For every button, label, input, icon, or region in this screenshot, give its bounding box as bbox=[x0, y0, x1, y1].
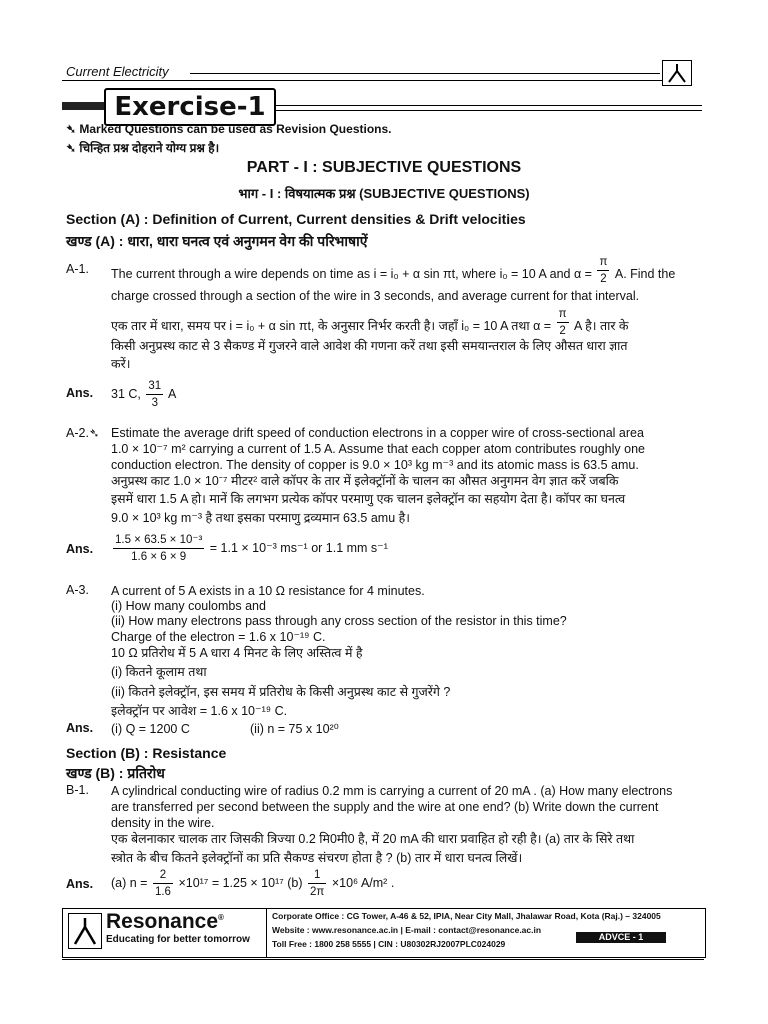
question-a3-line2: (i) How many coulombs and bbox=[111, 599, 266, 613]
section-a-title: Section (A) : Definition of Current, Current densities & Drift velocities bbox=[66, 211, 526, 227]
brand-tagline: Educating for better tomorrow bbox=[106, 934, 250, 945]
question-a1-hi-line1: एक तार में धारा, समय पर i = i₀ + α sin πt, के अनुसार निर्भर करती है। जहाँ i₀ = 10 A तथा α = $\frac{\pi}{2}$ A है। तार के bbox=[111, 308, 629, 337]
revision-note: ➴ Marked Questions can be used as Revision Questions. bbox=[66, 122, 392, 136]
answer-a1: 31 C, $\frac{31}{3}$ A bbox=[111, 380, 177, 409]
footer-office: Corporate Office : CG Tower, A-46 & 52, IPIA, Near City Mall, Jhalawar Road, Kota (Raj.) – 324005 bbox=[272, 911, 661, 921]
question-a3-hi-line1: 10 Ω प्रतिरोध में 5 A धारा 4 मिनट के लिए अस्तित्व में है bbox=[111, 646, 363, 660]
answer-label: Ans. bbox=[66, 721, 94, 735]
question-a2-hi-line2: इसमें धारा 1.5 A हो। मानें कि लगभग प्रत्येक कॉपर परमाणु एक चालन इलेक्ट्रॉन का सहयोग देता है। कॉपर का घनत्व bbox=[111, 492, 626, 506]
resonance-logo-icon bbox=[68, 913, 102, 949]
marker-icon: ➴ bbox=[88, 426, 100, 440]
exercise-rule-2 bbox=[272, 110, 702, 111]
header-rule bbox=[190, 73, 660, 74]
chapter-title: Current Electricity bbox=[66, 64, 169, 79]
question-b1-hi-line2: स्त्रोत के बीच कितने इलेक्ट्रॉनों का प्रति सैकण्ड संचरण होता है ? (b) तार में धारा घनत्व लिखें। bbox=[111, 851, 523, 865]
question-a1-line2: charge crossed through a section of the wire in 3 seconds, and average current for that interval. bbox=[111, 289, 640, 303]
question-a3-hi-line4: इलेक्ट्रॉन पर आवेश = 1.6 x 10⁻¹⁹ C. bbox=[111, 704, 288, 718]
answer-label: Ans. bbox=[66, 877, 94, 891]
exercise-title: Exercise-1 bbox=[104, 88, 276, 126]
registered-mark: ® bbox=[218, 913, 224, 922]
header-rule-lower bbox=[62, 80, 662, 81]
question-a1-hi-line3: करें। bbox=[111, 357, 131, 371]
question-a1-line1: The current through a wire depends on time as i = i₀ + α sin πt, where i₀ = 10 A and α = $\frac{\pi}{2}$ A. Find the bbox=[111, 256, 676, 285]
fraction: $\frac{\text{1.5 × 63.5 × 10⁻³}}{1.6 \times 6 \times 9}$ bbox=[115, 534, 203, 563]
question-b1-hi-line1: एक बेलनाकार चालक तार जिसकी त्रिज्या 0.2 मि0मी0 है, में 20 mA की धारा प्रवाहित हो रही है। (a) तार के सिरे तथा bbox=[111, 832, 635, 846]
fraction: $\frac{1}{2\pi}$ bbox=[310, 869, 325, 898]
answer-a3-part2: (ii) n = 75 x 10²⁰ bbox=[250, 722, 339, 736]
question-a2-hi-line3: 9.0 × 10³ kg m⁻³ है तथा इसका परमाणु द्रव्यमान 63.5 amu है। bbox=[111, 511, 411, 525]
fraction: $\frac{\pi}{2}$ bbox=[558, 308, 567, 337]
part-title-hi: भाग - I : विषयात्मक प्रश्न (SUBJECTIVE QUESTIONS) bbox=[238, 186, 530, 201]
question-number: A-2.➴ bbox=[66, 426, 100, 440]
question-a1-hi-line2: किसी अनुप्रस्थ काट से 3 सैकण्ड में गुजरने वाले आवेश की गणना करें तथा इसी समयान्तराल के लिए औसत धारा ज्ञात bbox=[111, 339, 628, 353]
question-a2-line2: 1.0 × 10⁻⁷ m² carrying a current of 1.5 A. Assume that each copper atom contributes roughly one bbox=[111, 442, 645, 456]
answer-b1: (a) n = $\frac{2}{1.6}$ ×10¹⁷ = 1.25 × 10¹⁷ (b) $\frac{1}{2\pi}$ ×10⁶ A/m² . bbox=[111, 869, 395, 898]
question-b1-line3: density in the wire. bbox=[111, 816, 215, 830]
answer-label: Ans. bbox=[66, 542, 94, 556]
question-a2-line3: conduction electron. The density of copper is 9.0 × 10³ kg m⁻³ and its atomic mass is 63.5 amu. bbox=[111, 458, 639, 472]
question-a3-line4: Charge of the electron = 1.6 x 10⁻¹⁹ C. bbox=[111, 630, 326, 644]
answer-a2: $\frac{\text{1.5 × 63.5 × 10⁻³}}{1.6 \times 6 \times 9}$ = 1.1 × 10⁻³ ms⁻¹ or 1.1 mm s⁻¹ bbox=[115, 534, 388, 563]
footer-divider bbox=[266, 908, 267, 958]
fraction: $\frac{31}{3}$ bbox=[148, 380, 162, 409]
question-a3-line1: A current of 5 A exists in a 10 Ω resistance for 4 minutes. bbox=[111, 584, 425, 598]
footer-website[interactable]: Website : www.resonance.ac.in | E-mail : contact@resonance.ac.in bbox=[272, 925, 542, 935]
fraction: $\frac{2}{1.6}$ bbox=[154, 869, 171, 898]
question-a2-line1: Estimate the average drift speed of conduction electrons in a copper wire of cross-sectional area bbox=[111, 426, 644, 440]
question-a3-line3: (ii) How many electrons pass through any cross section of the resistor in this time? bbox=[111, 614, 567, 628]
exercise-rule bbox=[272, 105, 702, 106]
marker-icon: ➴ bbox=[66, 122, 80, 136]
footer-bottom-rule bbox=[62, 959, 704, 960]
section-a-title-hi: खण्ड (A) : धारा, धारा घनत्व एवं अनुगमन वेग की परिभाषाऐं bbox=[66, 233, 368, 249]
question-a2-hi-line1: अनुप्रस्थ काट 1.0 × 10⁻⁷ मीटर² वाले कॉपर के तार में इलेक्ट्रॉनों के चालन का औसत अनुगमन वेग ज्ञात करें जबकि bbox=[111, 474, 619, 488]
part-title: PART - I : SUBJECTIVE QUESTIONS bbox=[246, 159, 522, 176]
fraction: $\frac{\pi}{2}$ bbox=[599, 256, 608, 285]
question-b1-line1: A cylindrical conducting wire of radius 0.2 mm is carrying a current of 20 mA . (a) How many electrons bbox=[111, 784, 673, 798]
section-b-title-hi: खण्ड (B) : प्रतिरोध bbox=[66, 765, 165, 781]
revision-note-hi: ➴ चिन्हित प्रश्न दोहराने योग्य प्रश्न है। bbox=[66, 141, 220, 155]
question-number: A-1. bbox=[66, 262, 89, 276]
question-number: A-3. bbox=[66, 583, 89, 597]
answer-label: Ans. bbox=[66, 386, 94, 400]
question-number: B-1. bbox=[66, 783, 89, 797]
footer-tollfree: Toll Free : 1800 258 5555 | CIN : U80302RJ2007PLC024029 bbox=[272, 939, 506, 949]
question-b1-line2: are transferred per second between the supply and the wire at one end? (b) Write down the current bbox=[111, 800, 659, 814]
brand-name: Resonance® bbox=[106, 910, 224, 933]
marker-icon: ➴ bbox=[66, 141, 80, 155]
section-b-title: Section (B) : Resistance bbox=[66, 745, 227, 761]
exercise-bar bbox=[62, 102, 104, 110]
question-a3-hi-line3: (ii) कितने इलेक्ट्रॉन, इस समय में प्रतिरोध के किसी अनुप्रस्थ काट से गुजरेंगे ? bbox=[111, 685, 451, 699]
page-number: ADVCE - 1 bbox=[576, 932, 666, 943]
question-a3-hi-line2: (i) कितने कूलाम तथा bbox=[111, 665, 207, 679]
answer-a3-part1: (i) Q = 1200 C bbox=[111, 722, 190, 736]
resonance-logo-icon bbox=[662, 60, 692, 86]
